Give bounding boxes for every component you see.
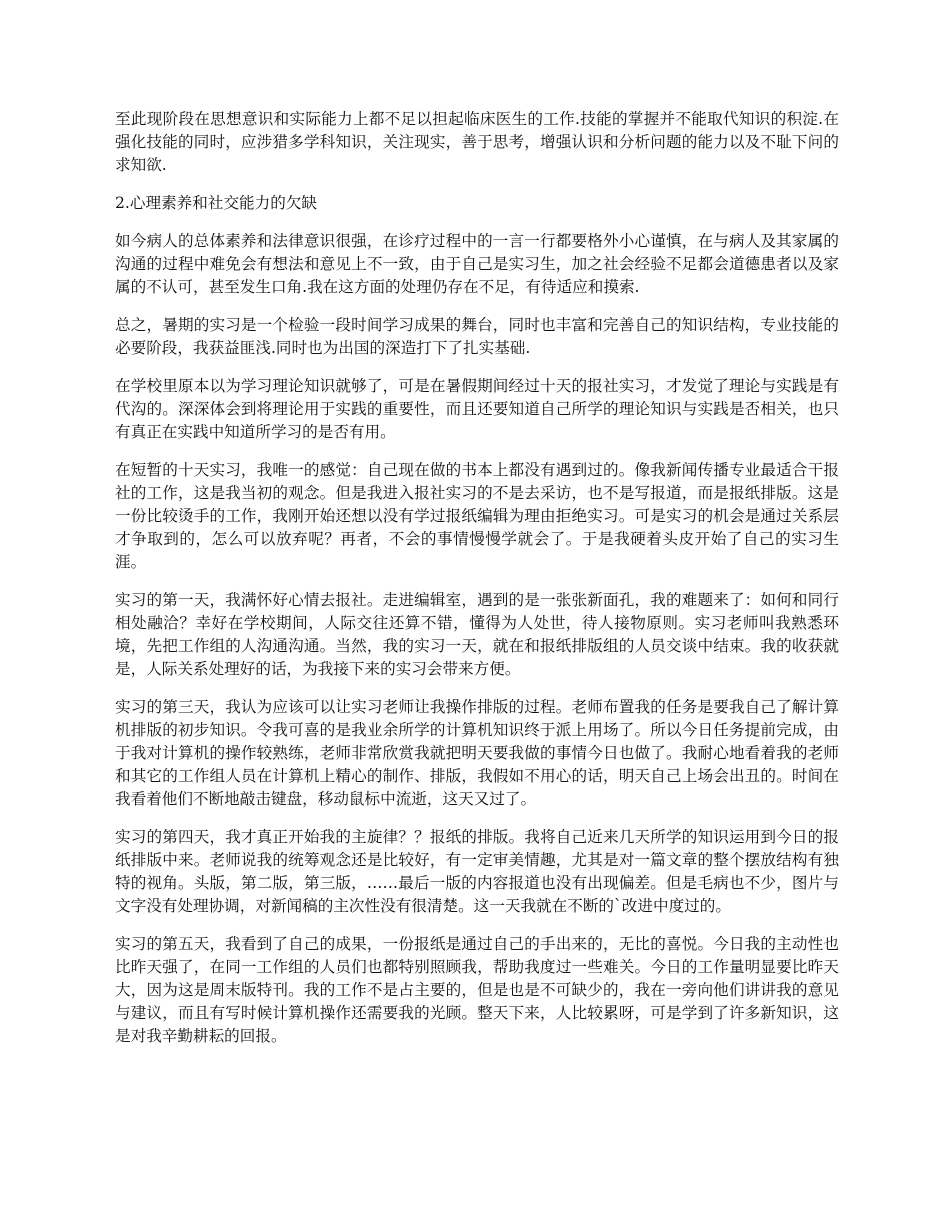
paragraph-day-five: 实习的第五天，我看到了自己的成果，一份报纸是通过自己的手出来的，无比的喜悦。今日我的主动性也比昨天强了，在同一工作组的人员们也都特别照顾我，帮助我度过一些难关。今日的工作量明显要比昨天大，因为这是周末版特刊。我的工作不是占主要的，但是也是不可缺少的，我在一旁向他们讲讲我的意见与建议，而且有写时候计算机操作还需要我的光顾。整天下来，人比较累呀，可是学到了许多新知识，这是对我辛勤耕耘的回报。 <box>115 935 839 1045</box>
paragraph-ten-day-internship: 在短暂的十天实习，我唯一的感觉：自己现在做的书本上都没有遇到过的。像我新闻传播专业最适合干报社的工作，这是我当初的观念。但是我进入报社实习的不是去采访，也不是写报道，而是报纸排版。这是一份比较烫手的工作，我刚开始还想以没有学过报纸编辑为理由拒绝实习。可是实习的机会是通过关系层才争取到的，怎么可以放弃呢？再者，不会的事情慢慢学就会了。于是我硬着头皮开始了自己的实习生涯。 <box>115 461 839 571</box>
paragraph-knowledge-gap: 至此现阶段在思想意识和实际能力上都不足以担起临床医生的工作.技能的掌握并不能取代知识的积淀.在强化技能的同时，应涉猎多学科知识，关注现实，善于思考，增强认识和分析问题的能力以及不耻下问的求知欲. <box>115 110 839 174</box>
document-page <box>115 108 839 1063</box>
paragraph-summary: 总之，暑期的实习是一个检验一段时间学习成果的舞台，同时也丰富和完善自己的知识结构，专业技能的必要阶段，我获益匪浅.同时也为出国的深造打下了扎实基础. <box>115 316 839 357</box>
paragraph-patient-communication: 如今病人的总体素养和法律意识很强，在诊疗过程中的一言一行都要格外小心谨慎，在与病人及其家属的沟通的过程中难免会有想法和意见上不一致，由于自己是实习生，加之社会经验不足都会道德患者以及家属的不认可，甚至发生口角.我在这方面的处理仍存在不足，有待适应和摸索. <box>115 232 839 296</box>
paragraph-day-one: 实习的第一天，我满怀好心情去报社。走进编辑室，遇到的是一张张新面孔，我的难题来了：如何和同行相处融洽？幸好在学校期间，人际交往还算不错，懂得为人处世，待人接物原则。实习老师叫我熟悉环境，先把工作组的人沟通沟通。当然，我的实习一天，就在和报纸排版组的人员交谈中结束。我的收获就是，人际关系处理好的话，为我接下来的实习会带来方便。 <box>115 591 839 678</box>
paragraph-theory-practice: 在学校里原本以为学习理论知识就够了，可是在暑假期间经过十天的报社实习，才发觉了理论与实践是有代沟的。深深体会到将理论用于实践的重要性，而且还要知道自己所学的理论知识与实践是否相关，也只有真正在实践中知道所学习的是否有用。 <box>115 377 839 441</box>
paragraph-day-three: 实习的第三天，我认为应该可以让实习老师让我操作排版的过程。老师布置我的任务是要我自己了解计算机排版的初步知识。令我可喜的是我业余所学的计算机知识终于派上用场了。所以今日任务提前完成，由于我对计算机的操作较熟练，老师非常欣赏我就把明天要我做的事情今日也做了。我耐心地看着我的老师和其它的工作组人员在计算机上精心的制作、排版，我假如不用心的话，明天自己上场会出丑的。时间在我看着他们不断地敲击键盘，移动鼠标中流逝，这天又过了。 <box>115 698 839 808</box>
paragraph-day-four: 实习的第四天，我才真正开始我的主旋律？？报纸的排版。我将自己近来几天所学的知识运用到今日的报纸排版中来。老师说我的统筹观念还是比较好，有一定审美情趣，尤其是对一篇文章的整个摆放结构有独特的视角。头版，第二版，第三版，……最后一版的内容报道也没有出现偏差。但是毛病也不少，图片与文字没有处理协调，对新闻稿的主次性没有很清楚。这一天我就在不断的`改进中度过的。 <box>115 828 839 915</box>
section-heading-psychology-social: 2.心理素养和社交能力的欠缺 <box>115 194 318 212</box>
